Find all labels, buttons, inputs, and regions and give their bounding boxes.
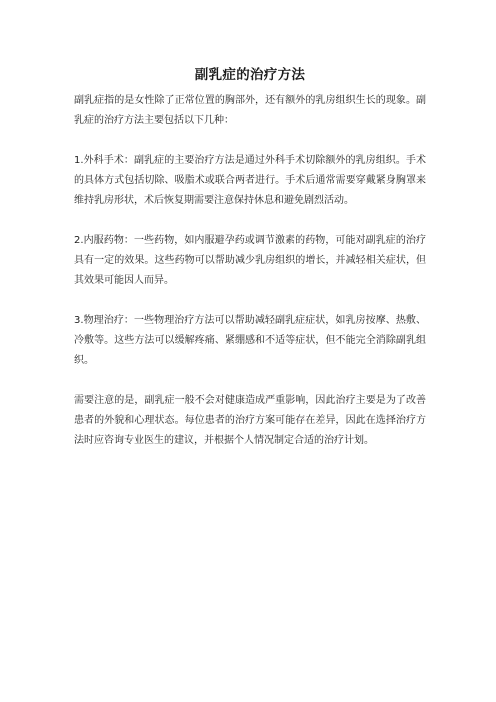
- document-title: 副乳症的治疗方法: [194, 67, 306, 83]
- intro-paragraph: 副乳症指的是女性除了正常位置的胸部外，还有额外的乳房组织生长的现象。副乳症的治疗方法主要包括以下几种：: [74, 95, 426, 126]
- conclusion-paragraph: 需要注意的是，副乳症一般不会对健康造成严重影响，因此治疗主要是为了改善患者的外貌和心理状态。每位患者的治疗方案可能存在差异，因此在选择治疗方法时应咨询专业医生的建议，并根据个人情况制定合适的治疗计划。: [74, 395, 426, 446]
- medication-paragraph: 2.内服药物：一些药物，如内服避孕药或调节激素的药物，可能对副乳症的治疗具有一定的效果。这些药物可以帮助减少乳房组织的增长，并减轻相关症状，但其效果可能因人而异。: [74, 235, 426, 286]
- surgery-paragraph: 1.外科手术：副乳症的主要治疗方法是通过外科手术切除额外的乳房组织。手术的具体方式包括切除、吸脂术或联合两者进行。手术后通常需要穿戴紧身胸罩来维持乳房形状，术后恢复期需要注意保持休息和避免剧烈活动。: [74, 155, 426, 206]
- physical-therapy-paragraph: 3.物理治疗：一些物理治疗方法可以帮助减轻副乳症症状，如乳房按摩、热敷、冷敷等。这些方法可以缓解疼痛、紧绷感和不适等症状，但不能完全消除副乳组织。: [74, 315, 426, 366]
